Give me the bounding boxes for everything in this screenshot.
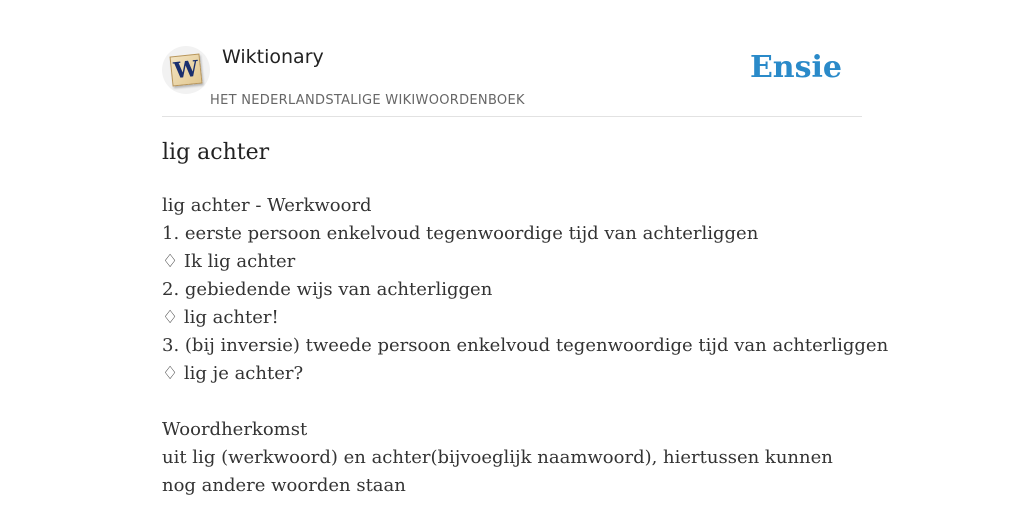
entry-content <box>162 192 889 500</box>
site-header <box>162 0 862 117</box>
definition-line: 2. gebiedende wijs van achterliggen <box>162 279 493 300</box>
example-line: ♢ lig je achter? <box>162 363 304 384</box>
page <box>162 0 889 512</box>
etymology-heading: Woordherkomst <box>162 419 308 440</box>
site-name-link[interactable]: Wiktionary <box>222 46 324 68</box>
site-tagline: HET NEDERLANDSTALIGE WIKIWOORDENBOEK <box>210 93 525 108</box>
example-line: ♢ Ik lig achter <box>162 251 296 272</box>
spacer <box>162 388 862 416</box>
definition-line: 1. eerste persoon enkelvoud tegenwoordige tijd van achterliggen <box>162 223 759 244</box>
definition-line: 3. (bij inversie) tweede persoon enkelvoud tegenwoordige tijd van achterliggen <box>162 335 889 356</box>
logo-letter: W <box>172 55 200 85</box>
example-line: ♢ lig achter! <box>162 307 279 328</box>
entry-heading: lig achter - Werkwoord <box>162 195 372 216</box>
wiktionary-logo-icon[interactable] <box>162 46 210 94</box>
page-title: lig achter <box>162 140 270 165</box>
etymology-text: uit lig (werkwoord) en achter(bijvoeglijk naamwoord), hiertussen kunnen nog andere woorden staan <box>162 447 833 496</box>
ensie-brand-link[interactable]: Ensie <box>749 50 842 85</box>
logo-tile <box>170 54 203 87</box>
